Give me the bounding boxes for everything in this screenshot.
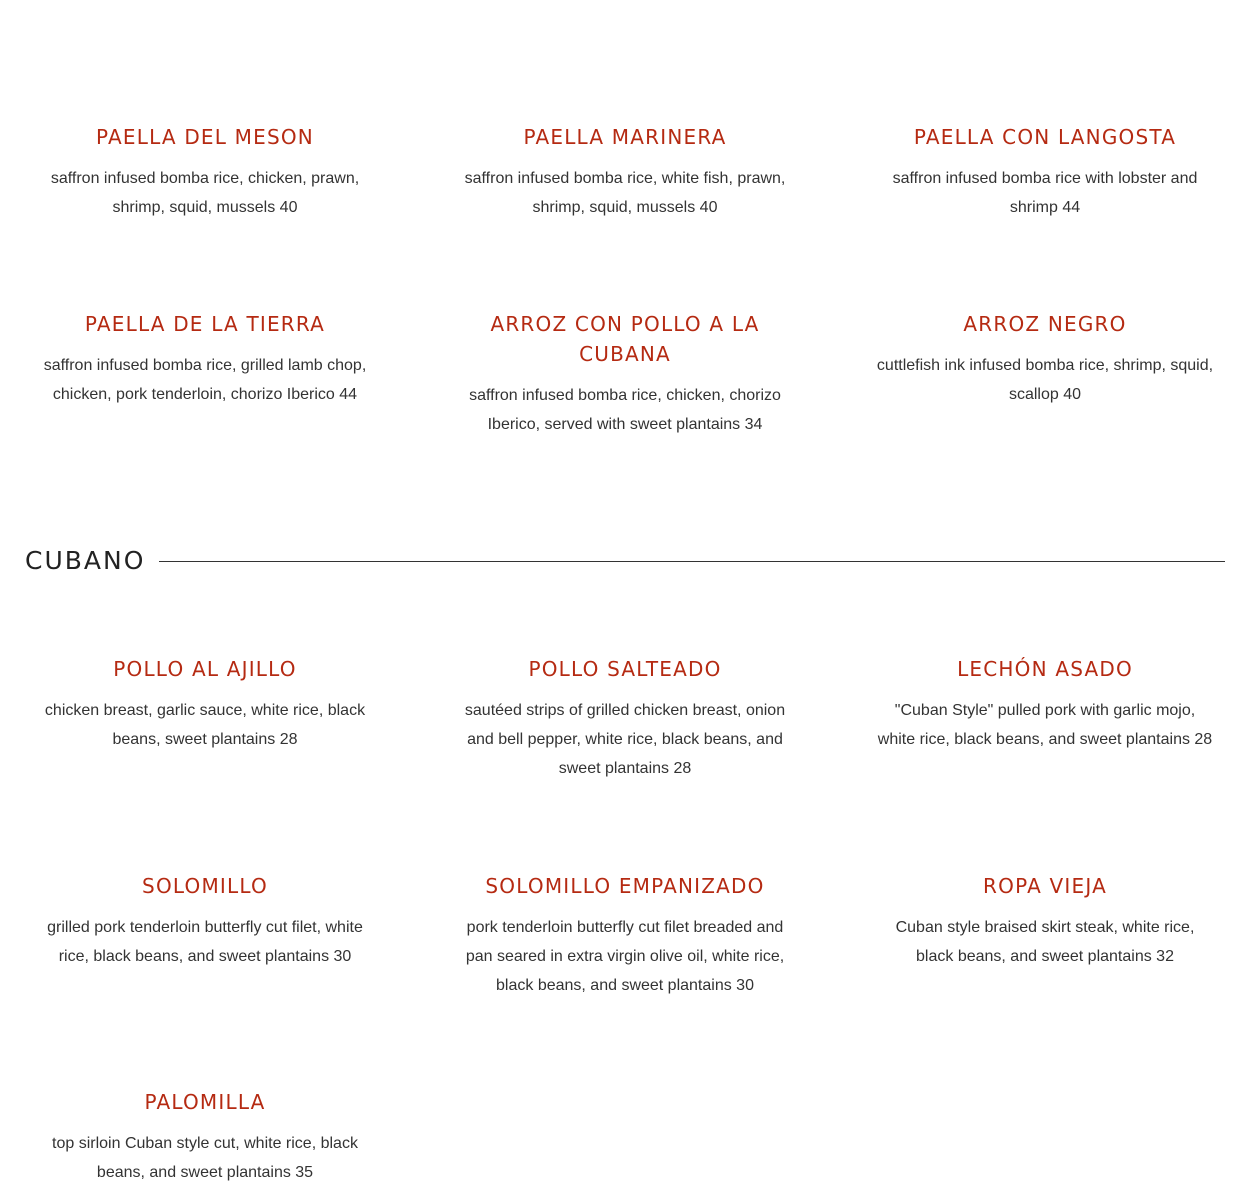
menu-item-description: pork tenderloin butterfly cut filet breaded and pan seared in extra virgin olive oil, white rice, black beans, and sweet plantains 30	[465, 919, 785, 994]
menu-item-name: PAELLA MARINERA	[523, 125, 727, 149]
menu-item-description: saffron infused bomba rice, chicken, prawn, shrimp, squid, mussels 40	[50, 170, 360, 216]
menu-item-name: PALOMILLA	[144, 1090, 266, 1114]
menu-item-description: grilled pork tenderloin butterfly cut filet, white rice, black beans, and sweet plantains 30	[47, 919, 363, 965]
menu-item-name: PAELLA DE LA TIERRA	[84, 312, 326, 336]
menu-item	[35, 122, 375, 222]
menu-item-description: chicken breast, garlic sauce, white rice, black beans, sweet plantains 28	[44, 702, 366, 748]
menu-item-description: cuttlefish ink infused bomba rice, shrimp, squid, scallop 40	[876, 357, 1214, 403]
menu-item-description: "Cuban Style" pulled pork with garlic mojo, white rice, black beans, and sweet plantains 28	[877, 702, 1213, 748]
menu-item	[875, 309, 1215, 409]
section-title: CUBANO	[25, 545, 146, 575]
menu-item-name: SOLOMILLO EMPANIZADO	[485, 874, 765, 898]
menu-item	[875, 654, 1215, 754]
menu-item	[875, 122, 1215, 222]
menu-item-description: Cuban style braised skirt steak, white rice, black beans, and sweet plantains 32	[895, 919, 1195, 965]
menu-item-description: saffron infused bomba rice with lobster and shrimp 44	[892, 170, 1198, 216]
menu-item-description: top sirloin Cuban style cut, white rice, black beans, and sweet plantains 35	[52, 1135, 358, 1181]
menu-item-name: LECHÓN ASADO	[957, 657, 1133, 681]
menu-item	[455, 309, 795, 439]
menu-item	[875, 871, 1215, 971]
section-divider	[159, 561, 1225, 562]
menu-item	[35, 1087, 375, 1187]
menu-item	[35, 654, 375, 754]
menu-item	[455, 654, 795, 783]
menu-item	[455, 122, 795, 222]
menu-item-name: ARROZ CON POLLO A LA CUBANA	[490, 312, 760, 366]
menu-item	[455, 871, 795, 1000]
menu-item-name: PAELLA DEL MESON	[96, 125, 314, 149]
menu-item-description: saffron infused bomba rice, grilled lamb chop, chicken, pork tenderloin, chorizo Iberico 44	[43, 357, 367, 403]
menu-item-name: ARROZ NEGRO	[963, 312, 1127, 336]
menu-item-name: POLLO AL AJILLO	[113, 657, 297, 681]
menu-item-name: POLLO SALTEADO	[528, 657, 722, 681]
menu-item-description: saffron infused bomba rice, white fish, prawn, shrimp, squid, mussels 40	[464, 170, 786, 216]
menu-item-name: PAELLA CON LANGOSTA	[913, 125, 1177, 149]
section-heading-cubano	[25, 540, 1225, 580]
menu-item-description: saffron infused bomba rice, chicken, chorizo Iberico, served with sweet plantains 34	[469, 387, 781, 433]
menu-item	[35, 871, 375, 971]
menu-item-description: sautéed strips of grilled chicken breast, onion and bell pepper, white rice, black beans, and sweet plantains 28	[464, 702, 786, 777]
menu-item-name: SOLOMILLO	[142, 874, 268, 898]
menu-item	[35, 309, 375, 409]
menu-item-name: ROPA VIEJA	[983, 874, 1107, 898]
